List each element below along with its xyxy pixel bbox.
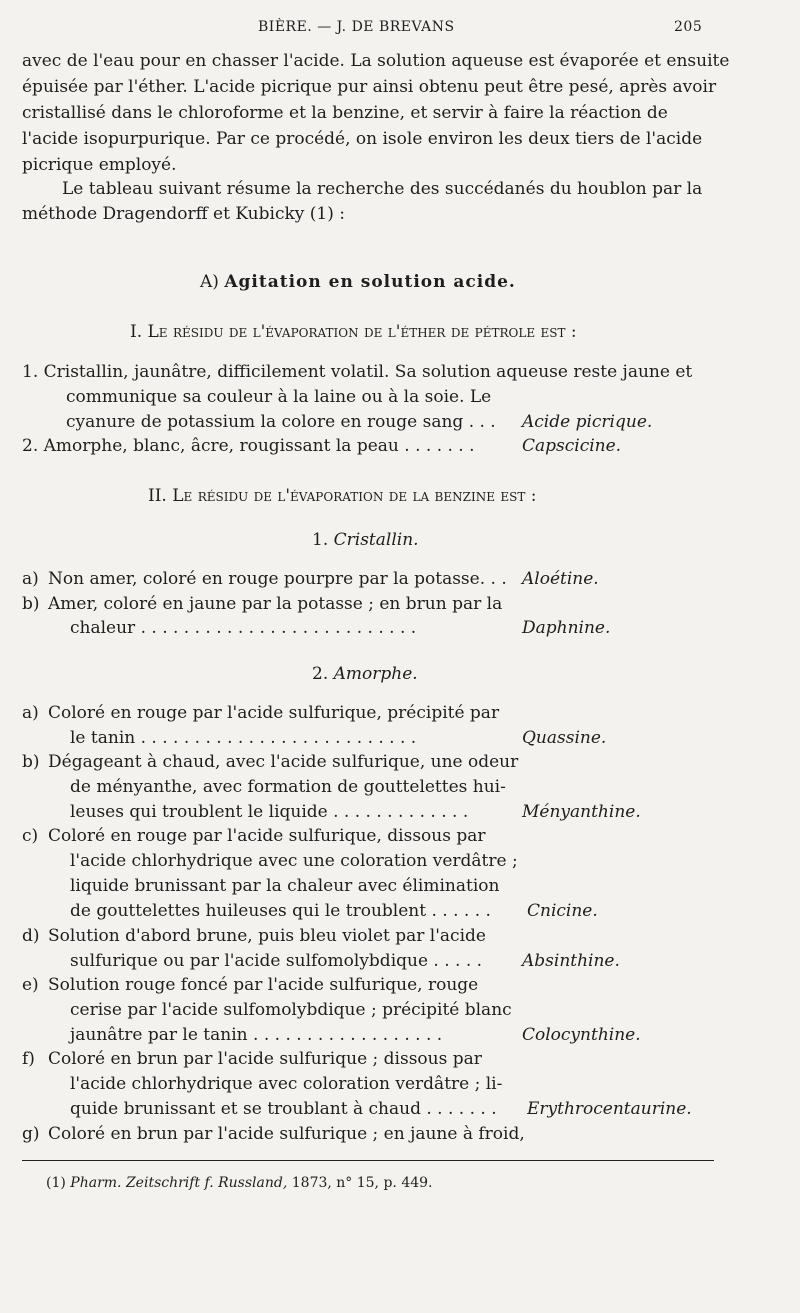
footnote-details: 1873, n° 15, p. 449. [291,1175,433,1191]
entry-line: l'acide chlorhydrique avec une coloration verdâtre ; [70,851,518,871]
entry-letter: e) [22,975,39,995]
entry-letter: c) [22,826,39,846]
entry-line: 1. Cristallin, jaunâtre, difficilement volatil. Sa solution aqueuse reste jaune et [22,362,693,382]
section-heading [200,272,516,292]
entry-letter: a) [22,703,39,723]
entry-line: Coloré en rouge par l'acide sulfurique, précipité par [48,703,500,723]
entry-line: Coloré en brun par l'acide sulfurique ; en jaune à froid, [48,1124,525,1144]
section-prefix: A) [200,272,219,292]
entry-line: chaleur . . . . . . . . . . . . . . . . . . . . . . . . . . [70,618,417,638]
footnote [46,1175,433,1191]
entry-letter: f) [22,1049,35,1069]
subsection-heading [312,530,419,550]
intro-line: picrique employé. [22,155,177,175]
entry-result: Cnicine. [527,901,598,921]
subsection-title: Amorphe. [333,664,418,684]
subsection-heading [312,664,418,684]
entry-line: Solution d'abord brune, puis bleu violet par l'acide [48,926,486,946]
section-title: Agitation en solution acide. [224,272,516,292]
footnote-rule [22,1160,714,1161]
entry-line: quide brunissant et se troublant à chaud . . . . . . . [70,1099,497,1119]
entry-line: Coloré en brun par l'acide sulfurique ; dissous par [48,1049,482,1069]
entry-line: cerise par l'acide sulfomolybdique ; précipité blanc [70,1000,512,1020]
entry-letter: b) [22,594,40,614]
intro-line: cristallisé dans le chloroforme et la benzine, et servir à faire la réaction de [22,103,668,123]
intro-line: Le tableau suivant résume la recherche des succédanés du houblon par la [62,179,703,199]
entry-line: de ményanthe, avec formation de gouttelettes hui- [70,777,506,797]
part-title: I. Le résidu de l'évaporation de l'éther de pétrole est : [130,322,577,342]
entry-letter: b) [22,752,40,772]
intro-line: l'acide isopurpurique. Par ce procédé, on isole environ les deux tiers de l'acide [22,129,703,149]
entry-line: Solution rouge foncé par l'acide sulfurique, rouge [48,975,479,995]
entry-result: Erythrocentaurine. [527,1099,692,1119]
entry-result: Ményanthine. [522,802,641,822]
entry-line: Dégageant à chaud, avec l'acide sulfurique, une odeur [48,752,519,772]
entry-line: Coloré en rouge par l'acide sulfurique, dissous par [48,826,486,846]
entry-result: Aloétine. [522,569,599,589]
page-number: 205 [674,19,703,35]
entry-line: jaunâtre par le tanin . . . . . . . . . . . . . . . . . . [70,1025,443,1045]
entry-result: Colocynthine. [522,1025,641,1045]
entry-line: le tanin . . . . . . . . . . . . . . . . . . . . . . . . . . [70,728,417,748]
intro-line: méthode Dragendorff et Kubicky (1) : [22,204,345,224]
entry-line: Non amer, coloré en rouge pourpre par la potasse. . . [48,569,507,589]
entry-line: Amer, coloré en jaune par la potasse ; en brun par la [48,594,503,614]
entry-letter: a) [22,569,39,589]
entry-line: leuses qui troublent le liquide . . . . . . . . . . . . . [70,802,469,822]
entry-result: Capscicine. [522,436,622,456]
entry-result: Absinthine. [522,951,620,971]
entry-result: Quassine. [522,728,607,748]
running-title: BIÈRE. — J. DE BREVANS [258,19,455,35]
entry-line: de gouttelettes huileuses qui le troublent . . . . . . [70,901,491,921]
intro-line: avec de l'eau pour en chasser l'acide. La solution aqueuse est évaporée et ensuite [22,51,730,71]
subsection-number: 2. [312,664,329,684]
entry-result: Acide picrique. [522,412,653,432]
entry-line: 2. Amorphe, blanc, âcre, rougissant la peau . . . . . . . [22,436,475,456]
intro-line: épuisée par l'éther. L'acide picrique pur ainsi obtenu peut être pesé, après avoir [22,77,717,97]
entry-result: Daphnine. [522,618,611,638]
entry-letter: d) [22,926,40,946]
entry-line: liquide brunissant par la chaleur avec élimination [70,876,500,896]
footnote-marker: (1) [46,1175,66,1191]
entry-letter: g) [22,1124,40,1144]
subsection-number: 1. [312,530,329,550]
entry-line: sulfurique ou par l'acide sulfomolybdique . . . . . [70,951,483,971]
entry-line: l'acide chlorhydrique avec coloration verdâtre ; li- [70,1074,503,1094]
part-title: II. Le résidu de l'évaporation de la benzine est : [148,486,537,506]
entry-line: cyanure de potassium la colore en rouge sang . . . [66,412,496,432]
entry-line: communique sa couleur à la laine ou à la soie. Le [66,387,492,407]
subsection-title: Cristallin. [333,530,419,550]
footnote-source: Pharm. Zeitschrift f. Russland, [70,1175,288,1191]
